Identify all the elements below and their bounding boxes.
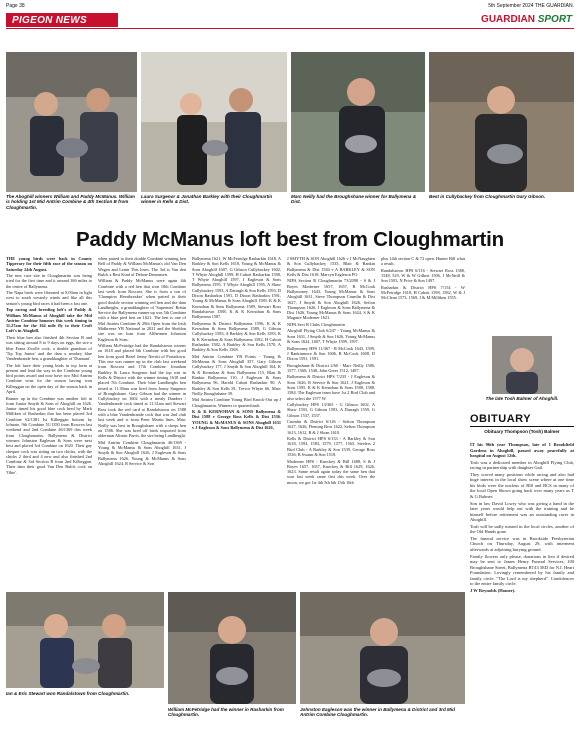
article-paragraph: William & Paddy McManus were again 4th Combine with a red hen that won 10th Combine last week from Roscrea. She is from a son of 'Champion Heartbreaker' when paired to their good double section winning red hen and the dam Landberghs, a granddaughter of 'Supremes' Robin Service the Ballymena runner up was 5th Combine with a blue pied hen on 1621. The hen is one of Mid Antrim Combine & 29th Open from the Irish Midbreeze YB National in 2021 and the Sheldon sire was on loan from Alfheimen Johnston Eagleson & Sons.: [98, 278, 186, 342]
caption-marc-neilly: Marc Neilly had the Broughshane winner for Ballymena & Dist.: [291, 194, 417, 205]
article-paragraph: Ballymoney HPS 11/367 - R McCook 1643, 1599, J Rankinmore & Son 1606, R McCook 1608, D Dixon 1591, 1591.: [287, 345, 375, 362]
article-paragraph: William McFetridge had the Randalstown winner on 1618 and placed 6th Combine with her good hen from good Bezel Jenny Nerritt of Portadown. This one was runner up in the club last weekend from Roscrea and 17th Combine. Jonathan Barkley & Laura Surgenor had the top win in Kells & District with the winner timing 1618 and placed 7th Combine. Their blue Landberghs hen timed at 11.30am was bred from Jonny Surgenor of Broughshane. Gary Gibson had the winner in Cullybackey on 1602 with a mealy Danders / Vandenbrande cock timed at 11.31am and Stewart Ross took the red card at Randalstown on 1588 with a blue Vandenbrande cock that was 2nd club last week and is from Peter Martin lines. Marc Neilly was best in Broughshane with a chequ hen on 1586. She was bred off birds imported from alderman Alistair Parris, the sire being Landberghi.: [98, 343, 186, 439]
obituary-heading: OBITUARY: [470, 413, 532, 425]
article-paragraph: Rasharkin & District HPS 7/154 - W McFetridge 1618, H Cabott 1598, 1582, W & J McClean 1573, 1569, J & M Milliken 1555.: [381, 284, 465, 301]
article-paragraph: K & K KERNOHAN & SONS Ballymena & Dist 1588 v George Ross Kells & Dist 1536. YOUNG & McMANUS & SONS Ahoghill 1631 v J Eagleson & Sons Ballymena & Dist 1626,: [192, 409, 281, 430]
article-paragraph: Runner up in the Combine was another loft in form Junior Smyth & Sons of Ahoghill on 1626. Junior timed his good blue cock bred by Mark Milliken of Rasharkin that has been placed 3rd Combine 62/1381 Ist Kilbeggan bottom by lofmate, 9th Combine 51/1350 from Roscrea last weekend and 2nd Combine 46/1369 this week from Cloughmartin. Ballymena & District winners Johnston Eagleson & Sons were next best and placed 3rd Combine on 1620. Their gay chequer cock was sitting on two chicks, with the chicks 2 third and 4 new and also finished 2nd Combine & 3rd Section B from 2nd Kilbeggan. Their dam their good Van Den Bulck cock on 'Obie'.: [6, 395, 92, 475]
article-paragraph: Mid Antrim Combine Cloughmartin 46/1369 - Young & McManus & Sons Ahoghill 1631, J Smyth & Son Ahoghill 1626, J Eagleson & Sons Ballymena 1626, Young & McManus & Sons Ahoghill 1624, R Service & Son: [98, 439, 186, 466]
article-paragraph: Ballymena & District Ballymena 1596, K & K Kernohan & Sons Ballymena 1589, G Gibson Cullybackey 1583, A Barkley & Son Kells 1583, K & K Kernohan & Sons Ballymena 1582, H Cabott Rasharkin 1582, A Barkley & Son Kells 1570, A Barkley & Son Kells 1568.: [192, 320, 281, 353]
obituary-paragraph: Son in law David Lowry who was giving a hand in the later years would help out with the training and he himself before retirement was an outstanding racer in Ahoghill.: [470, 500, 574, 523]
obituary-rule: [470, 426, 574, 427]
article-paragraph: Ballymena 1621, W McFetridge Rasharkin 1618, A Barkley & Son Kells 1618, Young & McManus & Sons Ahoghill 1607, G Gibson Cullybackey 1602, T Whyte Ahoghill 1599, H Cabott Rasharkin 1598, T Whyte Ahoghill 1597, J Eagleson & Sons Ballymena 1595, T Whyte Ahoghill 1595, A Shaw Cullybackey 1593, A Darragh & Son Kells 1593, D Dixon Rasharkin 1591, D Dixon Rasharkin 1591, Young & McManus & Sons Ahoghill 1589, K & K Kernohan & Sons Ballymena 1589, Stewart Ross Randalstown 1588, K & K Kernohan & Sons Ballymena 1587.: [192, 256, 281, 320]
photo-eagleson: [300, 592, 465, 704]
article-paragraph: Broughshane & District 2/60 - Marc Neilly 1586, 1577, 1568, 1548, John Greer 1512, 1487.: [287, 362, 375, 373]
article-paragraph: Cullybackey HPS 13/365 - G Gibson 1602, A Shaw 1593, G Gibson 1583, A Darragh 1559, G Gibson 1537, 1537.: [287, 402, 375, 418]
article-paragraph: NIPA Sect B Clubs Cloughmartin: [287, 321, 345, 327]
publication-date: 5th September 2024 THE GUARDIAN.: [488, 3, 574, 9]
photo-mcmanus-image: [6, 52, 137, 192]
page-number: Page 38: [6, 3, 25, 9]
photo-gary-gibson: [429, 52, 574, 192]
photo-mcfetridge: [168, 592, 296, 704]
article-column-3: [192, 256, 281, 589]
section-banner-label: PIGEON NEWS: [12, 15, 87, 26]
page-header-line: [6, 3, 574, 12]
obituary-paragraph: They scored many positions while racing and also had huge interest in the local show scene where at one time his birds were the nucleus of BIS and BCS in many of the local Open Shows going back over many years as T & G Balmer.: [470, 471, 574, 499]
photo-gary-gibson-image: [429, 52, 574, 192]
article-paragraph: Their blue hen also finished 4th Section B and was sitting around 8 to 9 days on eggs, the sire a blue Franz Zwolle cock, a double grandson of 'Tip Top Junior' and the dam a smokey blue Vandenbrande hen, a granddaughter of 'Diamant'.: [6, 334, 92, 362]
photo-marc-neilly: [291, 52, 425, 192]
photo-eagleson-image: [300, 592, 465, 704]
article-paragraph: plus 14th section C & 72 open. Hunter Bill what a result.: [381, 256, 465, 267]
obituary-name: Obituary Thompson (Tosh) Balmer: [484, 429, 560, 434]
caption-eagleson: Johnston Eagleson was the winner in Ballymena & District and 3rd Mid Antrim Combine Cloughmartin.: [300, 707, 455, 718]
obituary-paragraph: Family flowers only please, donations in lieu if desired may be sent to James Henry Funeral Services, 100 Broughshane Street, Ballymena BT43 5ED for N.I. Heart Foundation. Lovingly remembered by his family and family circle. "The Lord is my shepherd". Condolences to the entire family circle.: [470, 553, 574, 587]
brand-main: GUARDIAN: [481, 14, 535, 25]
photo-marc-neilly-image: [291, 52, 425, 192]
brand-logo: [481, 14, 572, 25]
caption-gary-gibson: Best in Cullybackey from Cloughmartin Gary Gibson.: [429, 194, 546, 199]
article-paragraph: Kells & District HPS 6/133 - A Barkley & Son 1618, 1593, 1583, 1579, 1577, 1565. Steelers 2 Bird Club - A Barkley & Son 1539, George Ross 1536, B Swann & Son 1518.: [287, 436, 375, 458]
obituary-signature: J W Reynolds (Homer).: [470, 587, 516, 593]
article-headline: Paddy McManus loft best from Cloughmartin: [75, 228, 505, 251]
article-paragraph: Ballymena & District HPS 7/235 - J Eagleson & Sons 1626, R Service & Son 1621, J Eagleson & Sons 1595, K & K Kernohan & Sons 1588, 1588, 1584. The Eagleson team have 1st 2 Bird Club and also select the 1577 W.: [287, 374, 375, 401]
obituary-paragraph: Tosh was a dedicated member in Ahoghill Flying Club, racing in partnership with daughter Gail.: [470, 459, 574, 471]
obituary-lead: IT his 96th year Thompson, late of 1 Brookfield Gardens in Ahoghill, passed away peacefully at hospital on August 12th.: [470, 442, 574, 458]
article-paragraph: Crumlin & District 6/126 - Sefton Thompson 1627, 1626, Fleming Bros 1622, Sefton Thompson 1613, 1612, R & J Sloan 1610.: [287, 419, 375, 435]
article-paragraph: Top racing and breeding loft's of Paddy & William McManus of Ahoghill take the Mid Antrim Combine honours this week timing in 11.27am for the 164 mile fly to their Croft Loft's in Ahoghill.: [6, 307, 92, 334]
article-paragraph: The Napa birds were liberated at 8.00am in light west to south westerly winds and like all this season's young bird races it had been a fast one.: [6, 290, 92, 306]
photo-surgenor-barkley-image: [141, 52, 287, 192]
article-paragraph: Ahoghill Flying Club 6/247 - Young McManus & Sons 1631, J Smyth & Son 1626, Young McManus & Sons 1624, 1607, T Whyte 1599, 1597.: [287, 328, 375, 345]
article-paragraph: NIPA Section B Cloughmartin 73/2098 - S & J Boyes Moderner 1657, 1657, R McCook Ballymoney 1643, Young McManus & Sons Ahoghill 1631, Steve Thompson Crumlin & Dist 1627, J Smyth & Son Ahoghill 1626, Sefton Thompson 1626, J Eagleson & Sons Ballymena & Dist 1626, Young McManus & Sons 1624, S & K Maguire Moderner 1621.: [287, 278, 375, 321]
photo-mcfetridge-image: [168, 592, 296, 704]
portrait-caption: The late Tosh Balmer of Ahoghill.: [485, 396, 559, 401]
caption-mcfetridge: William McFetridge had the winner in Rasharkin from Cloughmartin.: [168, 707, 284, 718]
article-paragraph: J SMYTH & SON Ahoghill 1626 v J McNaughten & Son Cullybackey 1535, Blair & Rankin Ballymena & Dist 1584 v A BARKLEY & SON Kells & Dist 1618. Marcyn Eagleson PO.: [287, 256, 375, 277]
article-lead: THE young birds were back in County Tipperary for their fifth race of the season on Saturday 24th August.: [6, 256, 92, 272]
caption-mcmanus: The Aboghill winners William and Paddy McManus. William is holding 1st Mid Antrim Combine & 4th Section B from Cloughmartin.: [6, 194, 135, 210]
photo-mcmanus: [6, 52, 137, 192]
portrait-tosh-balmer: [492, 336, 552, 394]
article-paragraph: when paired to their double Combine winning hen Bell of Paddy & William McManus's old Van Den Wegen and Lenin This loses. The 3rd is Van den Bulck x Best Kind of Dehon-Demonsen.: [98, 256, 186, 277]
caption-surgenor-barkley: Laura Surgenor & Jonathan Barkley with their Cloughmartin winner in Kells & Dist.: [141, 194, 273, 205]
portrait-tosh-balmer-image: [492, 336, 552, 394]
obituary-paragraph: The funeral service was in Brookside Presbyterian Church on Thursday, August 29, with interment afterwards at adjoining burying ground.: [470, 535, 574, 552]
obituary-text: [470, 442, 574, 732]
brand-sport: SPORT: [537, 14, 572, 25]
photo-surgenor-barkley: [141, 52, 287, 192]
article-paragraph: The loft have their young birds in top form at present and lead the way in the Combine young bird points award and now have two Mid Antrim Combine wins for the season having won Kilbeggan on the open day of the season back in April.: [6, 362, 92, 395]
article-paragraph: Mid Antrim Combine Young Bird Knock-Out up J Cloughmartin. Winners to quarterfinals: [192, 397, 281, 408]
article-column-4: [287, 256, 375, 589]
caption-stewart: Ian & Eric Stewart won Randalstown from Cloughmartin.: [6, 691, 130, 696]
obituary-paragraph: Tosh will be sadly missed in the local circles, another of the Old Hands gone.: [470, 523, 574, 535]
article-paragraph: Mid Antrim Combine YB Points - Young & McManus & Sons Ahoghill 357, Gary Gibson Cullybackey 177, J Smyth & Son Ahoghill 164, K & K Kernohan & Sons Ballymena 115, Blair & Rankin Ballymena 110, J Eagleson & Sons Ballymena 96, Harold Cabott Rasharkin 90, A Barkley & Son Kells 81, Trevor Whyte 66, Marc Neilly Broughshane 39.: [192, 353, 281, 396]
photo-stewart: [6, 592, 164, 688]
header-rule: [6, 28, 574, 29]
section-banner: [6, 13, 118, 27]
article-paragraph: The new race site in Cloughmartin was being tried for the first time and it around 166 miles to the centre of Ballymena.: [6, 273, 92, 289]
article-paragraph: Moderner HPS - Knockey & Bill 1688, S & J Boyes 1657, 1657, Knockey & Bill 1629, 1626, 1623. Same result again today the same hen that won last week came first this week. Over the moon, we got 1st 4th 5th 6th 15th 16th: [287, 458, 375, 485]
article-column-5: [381, 256, 465, 589]
photo-stewart-image: [6, 592, 164, 688]
article-column-2: [98, 256, 186, 589]
article-paragraph: Randalstown HPS 6/116 - Stewart Ross 1588, 1548, 529, W & W Gilbert 1506, J McNeill & Son 1503, N Price & Son 1497.: [381, 267, 465, 284]
